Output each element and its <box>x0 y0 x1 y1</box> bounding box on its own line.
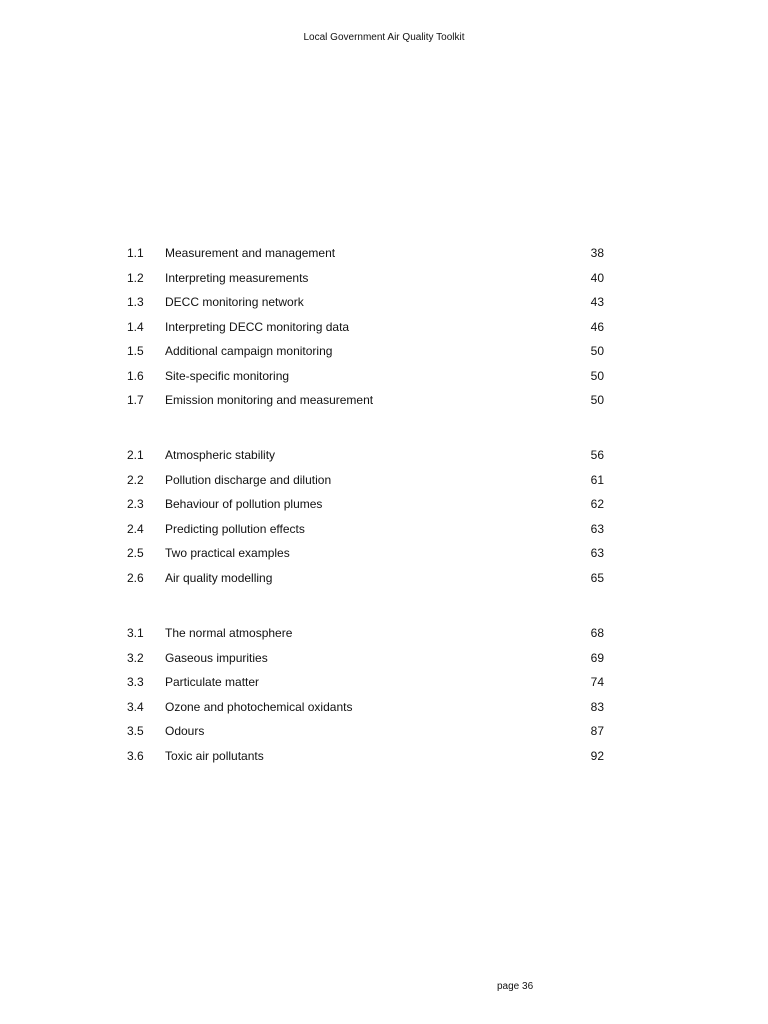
toc-section-1 <box>0 246 768 418</box>
toc-entry-number: 2.4 <box>127 521 144 536</box>
toc-entry-page: 50 <box>590 393 604 407</box>
toc-entry-title: Pollution discharge and dilution <box>165 472 332 487</box>
toc-entry-number: 1.3 <box>127 295 144 309</box>
toc-entry <box>0 271 768 296</box>
toc-entry-title: Measurement and management <box>165 246 336 260</box>
toc-entry-page: 40 <box>590 270 604 285</box>
toc-entry-title: Interpreting measurements <box>165 270 309 285</box>
toc-section-2 <box>0 448 768 595</box>
toc-entry-page: 43 <box>590 295 604 309</box>
toc-entry-number: 1.2 <box>127 270 144 285</box>
toc-entry-page: 74 <box>590 675 604 689</box>
toc-entry-number: 3.2 <box>127 650 144 665</box>
toc-entry-page: 50 <box>590 344 604 358</box>
toc-entry <box>0 724 768 749</box>
toc-entry-page: 61 <box>590 472 604 487</box>
toc-entry <box>0 473 768 498</box>
toc-entry-page: 50 <box>590 368 604 383</box>
toc-entry <box>0 295 768 320</box>
toc-entry-title: DECC monitoring network <box>165 295 304 309</box>
toc-entry-page: 38 <box>590 246 604 260</box>
toc-entry-number: 3.5 <box>127 724 144 738</box>
toc-entry-title: Behaviour of pollution plumes <box>165 497 323 511</box>
toc-entry-number: 1.5 <box>127 344 144 358</box>
page-number: page 36 <box>497 981 534 992</box>
toc-entry <box>0 626 768 651</box>
toc-entry-title: The normal atmosphere <box>165 626 293 640</box>
toc-entry <box>0 546 768 571</box>
toc-entry-number: 2.2 <box>127 472 144 487</box>
toc-entry <box>0 651 768 676</box>
toc-entry-title: Odours <box>165 724 205 738</box>
toc-entry-page: 83 <box>590 699 604 714</box>
toc-entry <box>0 344 768 369</box>
toc-entry-number: 1.4 <box>127 319 144 334</box>
toc-entry-title: Additional campaign monitoring <box>165 344 333 358</box>
toc-entry-page: 46 <box>590 319 604 334</box>
toc-entry <box>0 320 768 345</box>
toc-entry-title: Particulate matter <box>165 675 260 689</box>
toc-entry-number: 1.1 <box>127 246 144 260</box>
toc-entry <box>0 448 768 473</box>
toc-entry-number: 2.1 <box>127 448 144 462</box>
toc-entry-page: 56 <box>590 448 604 462</box>
toc-entry <box>0 246 768 271</box>
toc-entry <box>0 700 768 725</box>
toc-entry-title: Ozone and photochemical oxidants <box>165 699 353 714</box>
toc-entry <box>0 749 768 774</box>
toc-entry-title: Two practical examples <box>165 546 290 560</box>
toc-entry-title: Air quality modelling <box>165 570 273 585</box>
toc-entry-page: 63 <box>590 521 604 536</box>
toc-entry-title: Atmospheric stability <box>165 448 276 462</box>
toc-entry-page: 65 <box>590 570 604 585</box>
toc-entry-title: Interpreting DECC monitoring data <box>165 319 350 334</box>
toc-entry <box>0 675 768 700</box>
toc-entry-title: Site-specific monitoring <box>165 368 290 383</box>
toc-entry-number: 2.5 <box>127 546 144 560</box>
toc-entry <box>0 497 768 522</box>
toc-section-3 <box>0 626 768 773</box>
toc-entry-number: 3.3 <box>127 675 144 689</box>
toc-entry-number: 2.3 <box>127 497 144 511</box>
toc-entry <box>0 393 768 418</box>
toc-entry-number: 1.7 <box>127 393 144 407</box>
toc-entry-page: 62 <box>590 497 604 511</box>
toc-entry-page: 68 <box>590 626 604 640</box>
toc-entry <box>0 571 768 596</box>
running-header: Local Government Air Quality Toolkit <box>303 32 465 43</box>
toc-entry-number: 3.1 <box>127 626 144 640</box>
toc-entry-number: 2.6 <box>127 570 144 585</box>
toc-entry-number: 1.6 <box>127 368 144 383</box>
toc-entry-page: 63 <box>590 546 604 560</box>
toc-entry-title: Gaseous impurities <box>165 650 268 665</box>
toc-entry-title: Emission monitoring and measurement <box>165 393 374 407</box>
toc-entry-title: Predicting pollution effects <box>165 521 305 536</box>
toc-entry-title: Toxic air pollutants <box>165 748 264 763</box>
toc-entry-number: 3.4 <box>127 699 144 714</box>
toc-entry-number: 3.6 <box>127 748 144 763</box>
toc-entry-page: 87 <box>590 724 604 738</box>
toc-entry <box>0 522 768 547</box>
toc-entry-page: 92 <box>590 748 604 763</box>
toc-entry <box>0 369 768 394</box>
toc-entry-page: 69 <box>590 650 604 665</box>
